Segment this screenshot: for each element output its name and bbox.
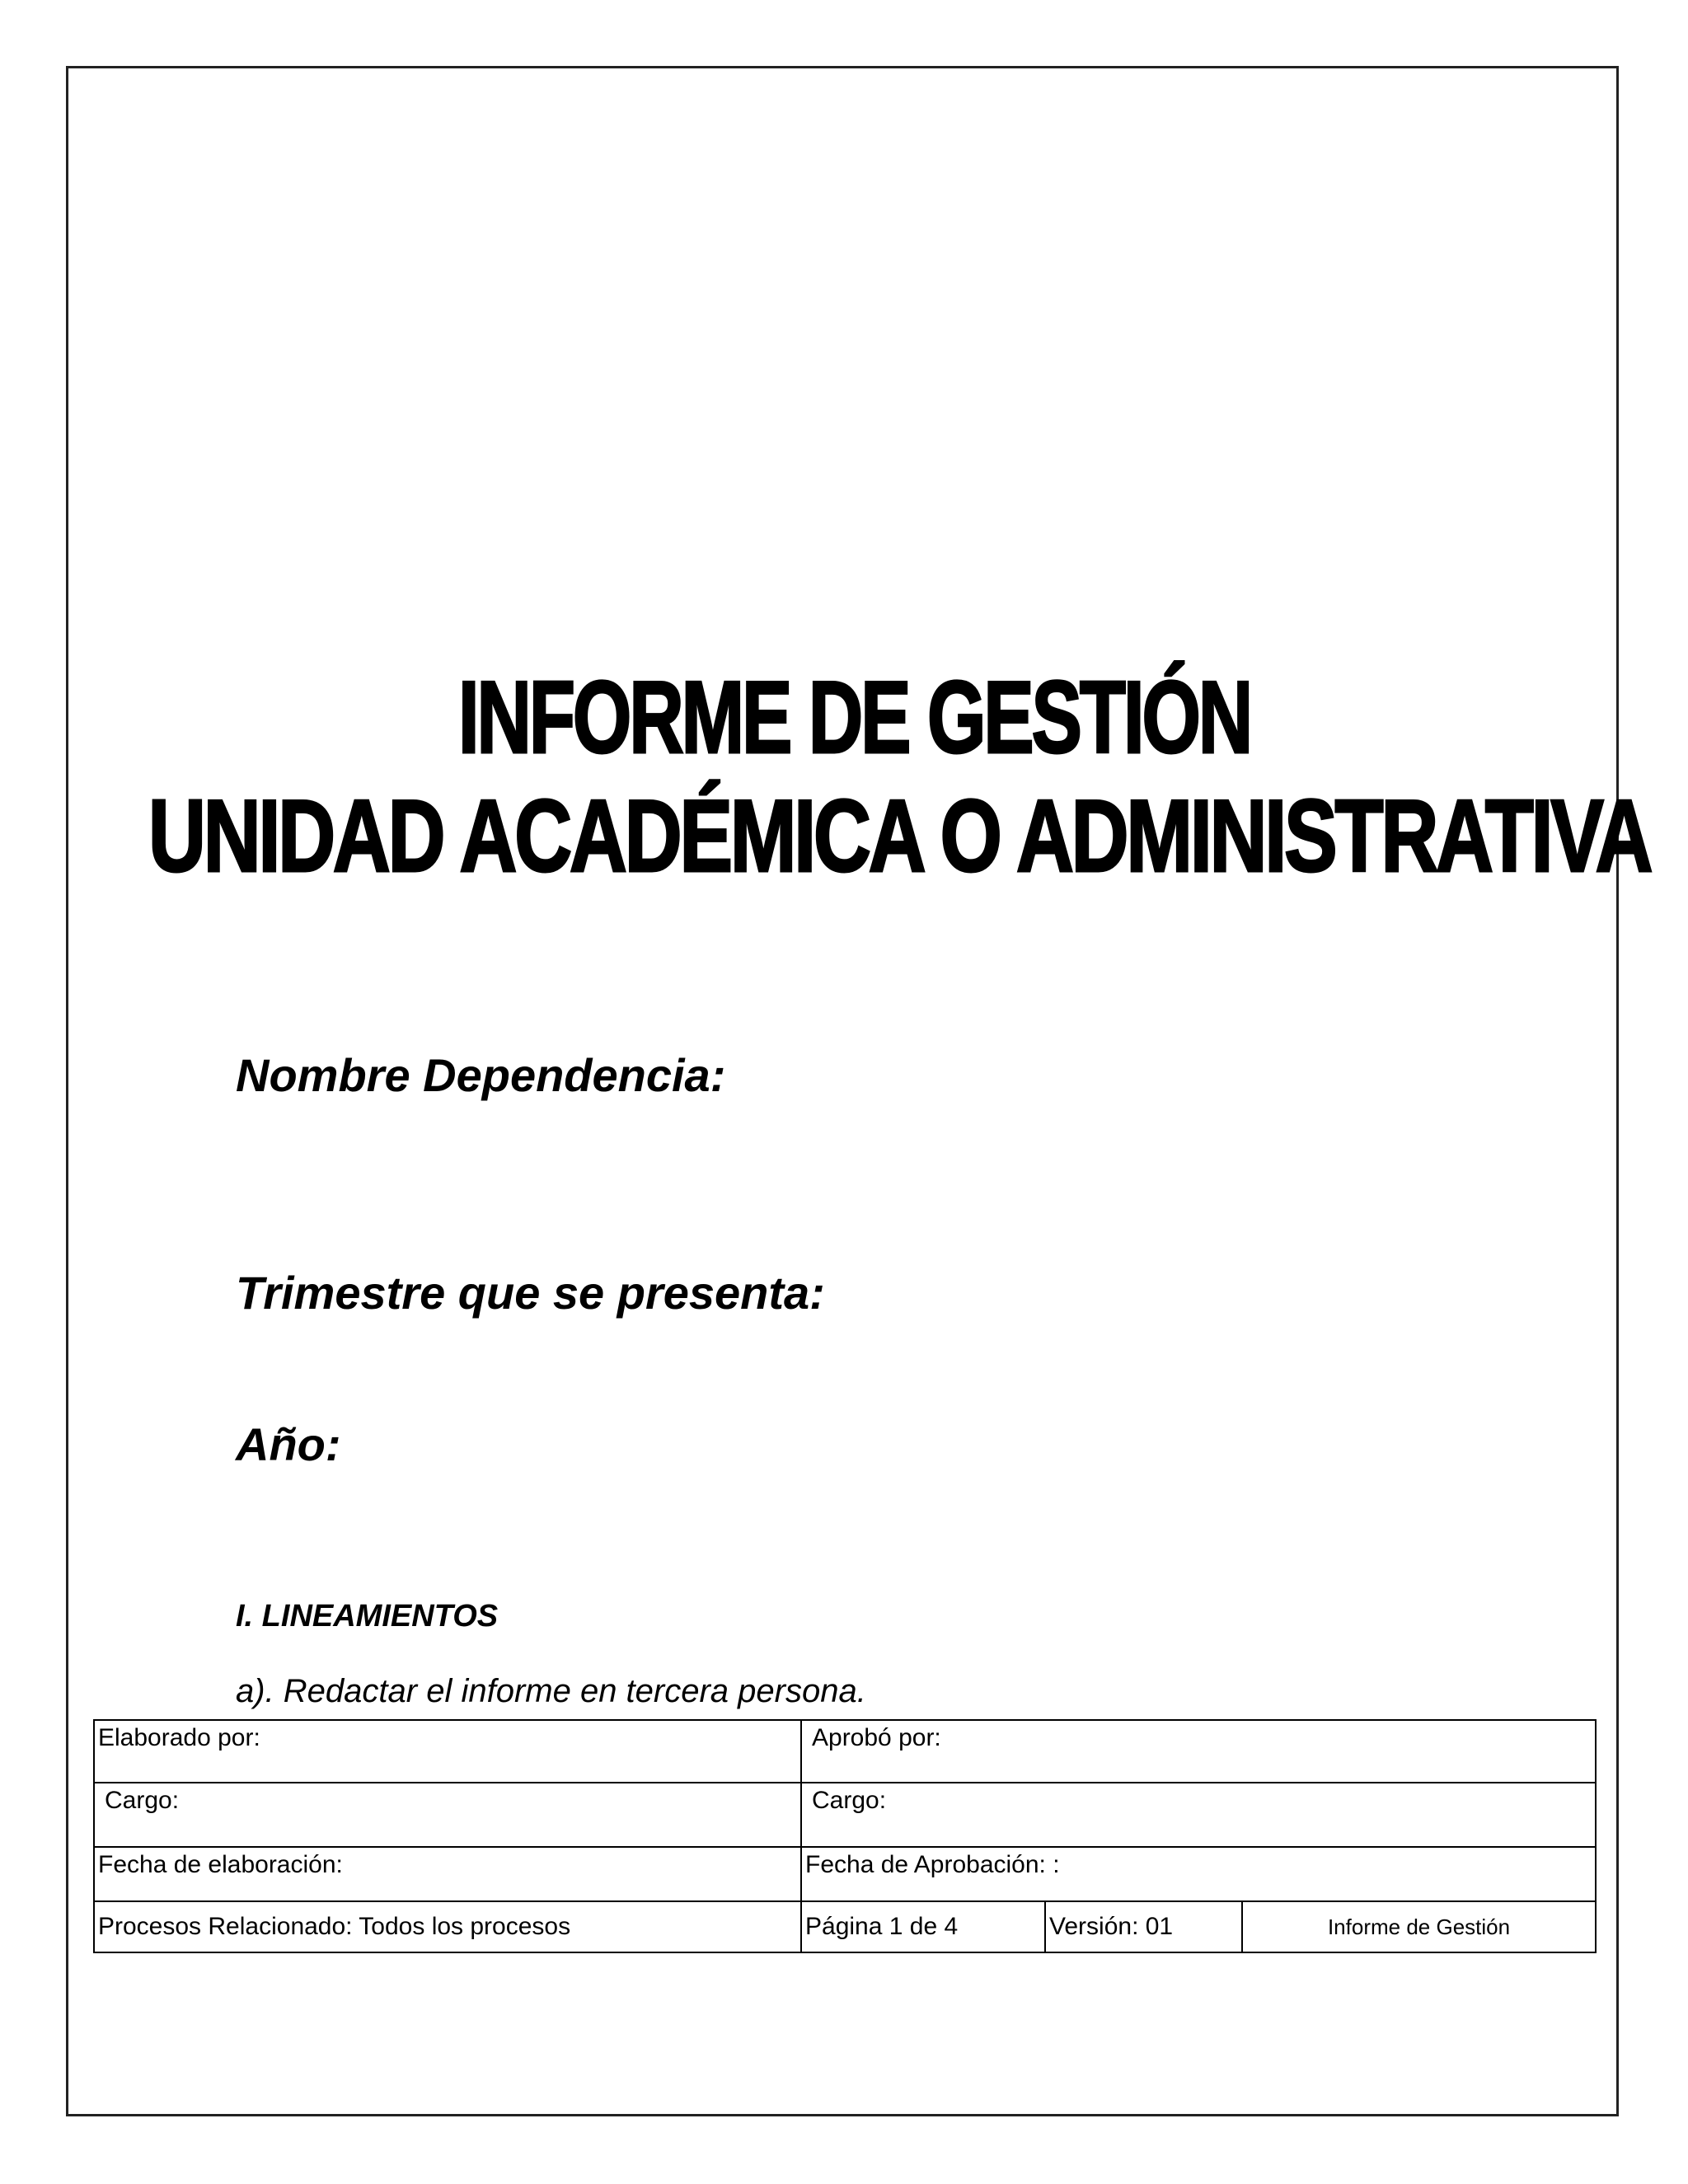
trimestre-label: Trimestre que se presenta: (236, 1267, 825, 1319)
procesos-cell: Procesos Relacionado: Todos los procesos (94, 1901, 801, 1952)
elaborado-por-cell: Elaborado por: (94, 1720, 801, 1783)
nombre-dependencia-label: Nombre Dependencia: (236, 1049, 726, 1101)
cargo-elaborado-cell: Cargo: (94, 1783, 801, 1847)
table-row (94, 1720, 1596, 1783)
aprobo-por-cell: Aprobó por: (801, 1720, 1596, 1783)
lineamientos-heading: I. LINEAMIENTOS (236, 1599, 499, 1633)
document-control-table (93, 1719, 1597, 1953)
document-title-line-1: INFORME DE GESTIÓN (458, 661, 1251, 775)
pagina-cell: Página 1 de 4 (801, 1901, 1045, 1952)
version-cell: Versión: 01 (1045, 1901, 1242, 1952)
table-row (94, 1783, 1596, 1847)
document-title-line-2: UNIDAD ACADÉMICA O ADMINISTRATIVA (148, 780, 1651, 893)
lineamiento-item-a: a). Redactar el informe en tercera persona. (236, 1673, 866, 1709)
fecha-aprobacion-cell: Fecha de Aprobación: : (801, 1847, 1596, 1901)
documento-nombre-cell: Informe de Gestión (1242, 1901, 1596, 1952)
anio-label: Año: (236, 1418, 341, 1470)
table-row (94, 1901, 1596, 1952)
fecha-elaboracion-cell: Fecha de elaboración: (94, 1847, 801, 1901)
cargo-aprobado-cell: Cargo: (801, 1783, 1596, 1847)
table-row (94, 1847, 1596, 1901)
